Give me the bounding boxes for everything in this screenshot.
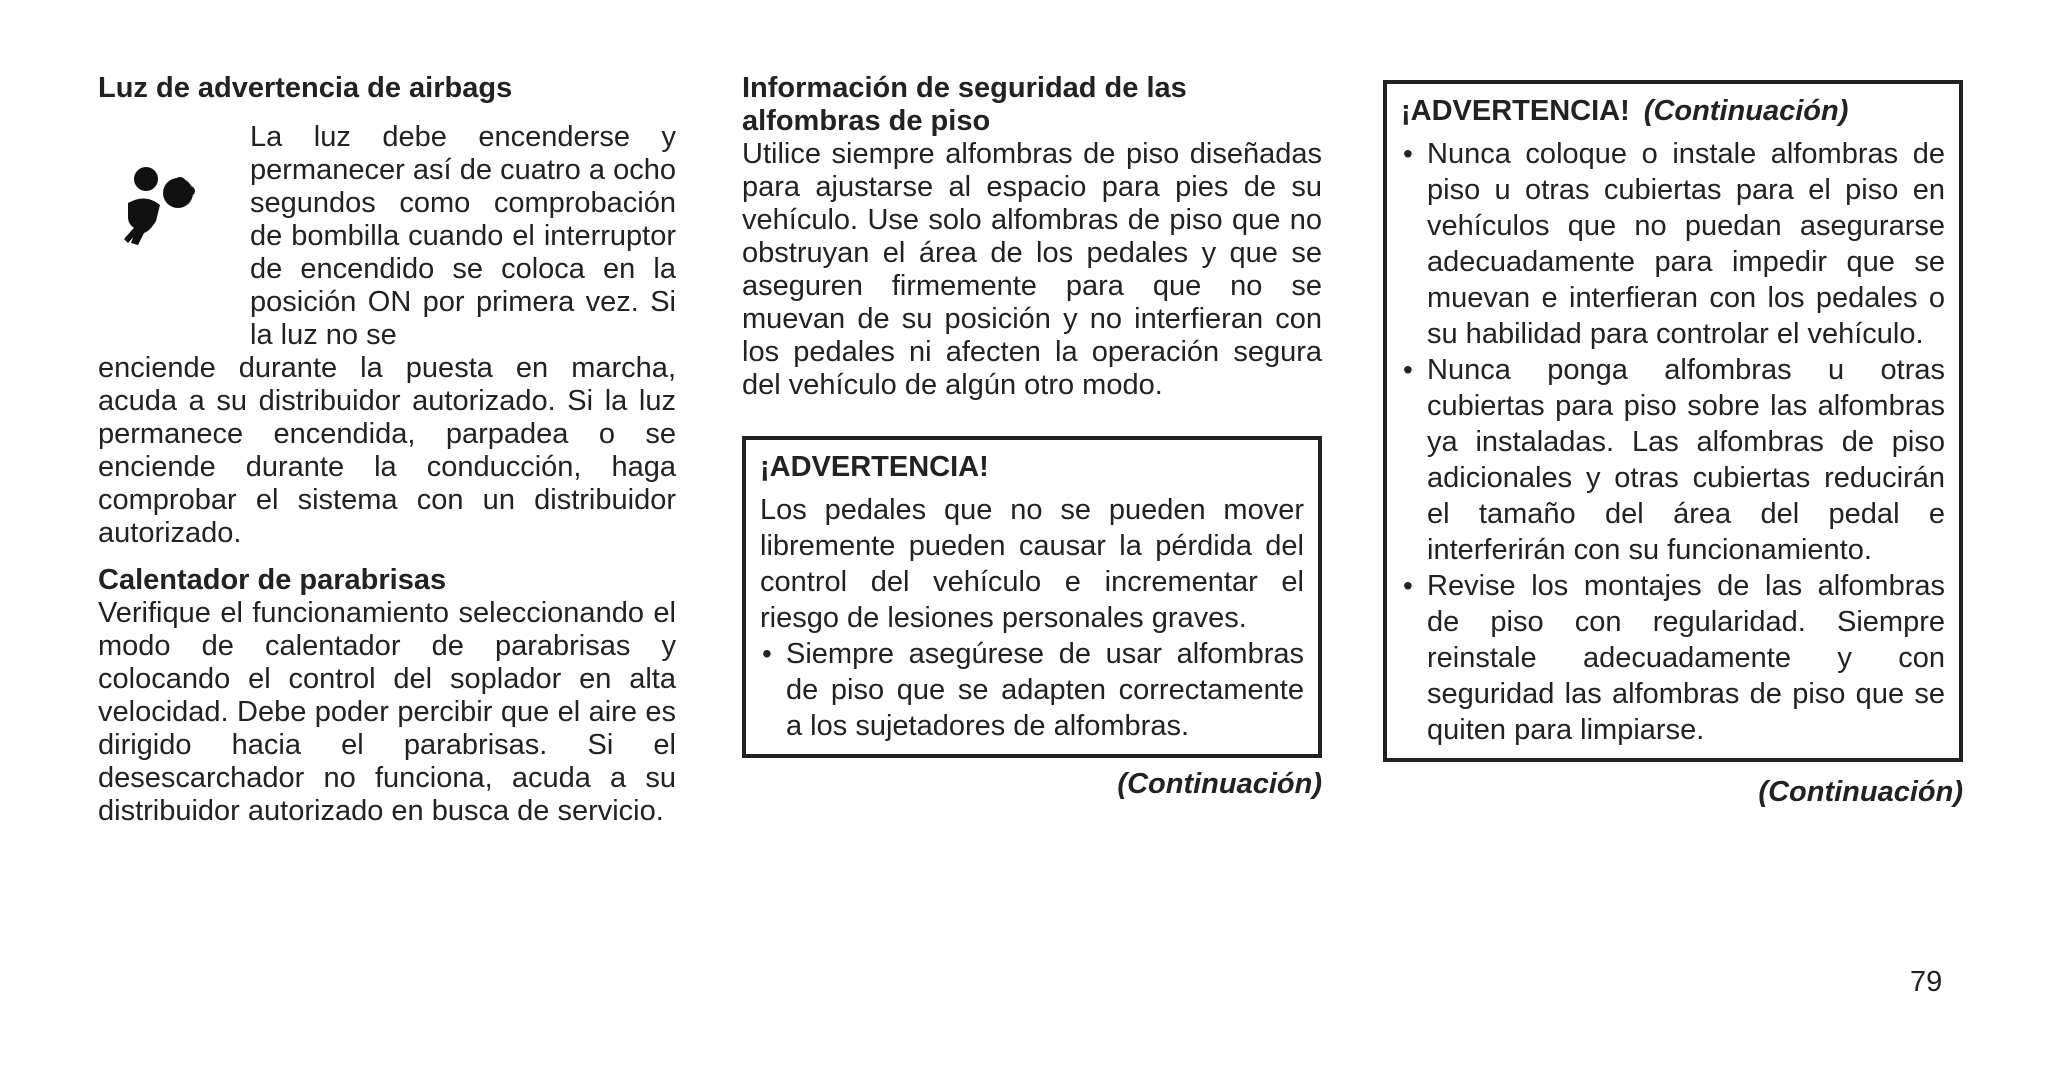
continuation-label: (Continuación) [1758, 776, 1963, 808]
airbag-indent-text: La luz debe encenderse y permanecer así de cuatro a ocho segundos como comprobación de bombilla cuando el interruptor de encendido se coloca en la posición ON por primera vez. Si la luz no se [250, 121, 676, 351]
floor-mat-heading: Información de seguridad de las alfombras de piso [742, 72, 1187, 137]
warning-bullet: • Nunca coloque o instale alfombras de piso u otras cubiertas para el piso en vehículos que no puedan asegurarse adecuadamente para impedir que se muevan e interfieran con los pedales o su habilidad para controlar el vehículo. [1401, 136, 1945, 352]
warning-box [742, 436, 1322, 758]
warning-title-continued [1401, 92, 1945, 130]
page-number: 79 [1910, 966, 1943, 998]
warning-box-continued [1383, 80, 1963, 762]
warning-title-cont: (Continuación) [1643, 95, 1849, 127]
warning-bullet: • Nunca ponga alfombras u otras cubiertas para piso sobre las alfombras ya instaladas. Las alfombras de piso adicionales y otras cubiertas reducirán el tamaño del área del pedal e interferirán con su funcionamiento. [1401, 352, 1945, 568]
airbag-rest-text: enciende durante la puesta en marcha, acuda a su distribuidor autorizado. Si la luz permanece encendida, parpadea o se enciende durante la conducción, haga comprobar el sistema con un distribuidor autorizado. [98, 352, 676, 549]
warning-bullet: • Revise los montajes de las alfombras de piso con regularidad. Siempre reinstale adecuadamente y con seguridad las alfombras de piso que se quiten para limpiarse. [1401, 568, 1945, 748]
warning-text: Los pedales que no se pueden mover libremente pueden causar la pérdida del control del vehículo e incrementar el riesgo de lesiones personales graves. [760, 494, 1304, 634]
windshield-heater-text: Verifique el funcionamiento seleccionando el modo de calentador de parabrisas y colocando el control del soplador en alta velocidad. Debe poder percibir que el aire es dirigido hacia el parabrisas. Si el desescarchador no funciona, acuda a su distribuidor autorizado en busca de servicio. [98, 597, 676, 827]
middle-column [742, 72, 1322, 801]
airbag-warning-icon [98, 121, 208, 271]
windshield-heater-heading: Calentador de parabrisas [98, 564, 447, 596]
warning-bullet: • Siempre asegúrese de usar alfombras de piso que se adapten correctamente a los sujetadores de alfombras. [760, 636, 1304, 744]
airbag-warning-block [98, 121, 676, 550]
airbag-warning-heading: Luz de advertencia de airbags [98, 72, 513, 104]
warning-bullet-list [1401, 136, 1945, 748]
left-column [98, 72, 676, 828]
warning-bullet-list [760, 636, 1304, 744]
continuation-label: (Continuación) [1117, 768, 1322, 800]
warning-title: ¡ADVERTENCIA! [760, 451, 989, 483]
right-column [1383, 80, 1963, 809]
floor-mat-text: Utilice siempre alfombras de piso diseñadas para ajustarse al espacio para pies de su vehículo. Use solo alfombras de piso que no obstruyan el área de los pedales y que se aseguren firmemente para que no se muevan de su posición y no interfieran con los pedales ni afecten la operación segura del vehículo de algún otro modo. [742, 138, 1322, 401]
warning-title-text: ¡ADVERTENCIA! [1401, 95, 1630, 127]
